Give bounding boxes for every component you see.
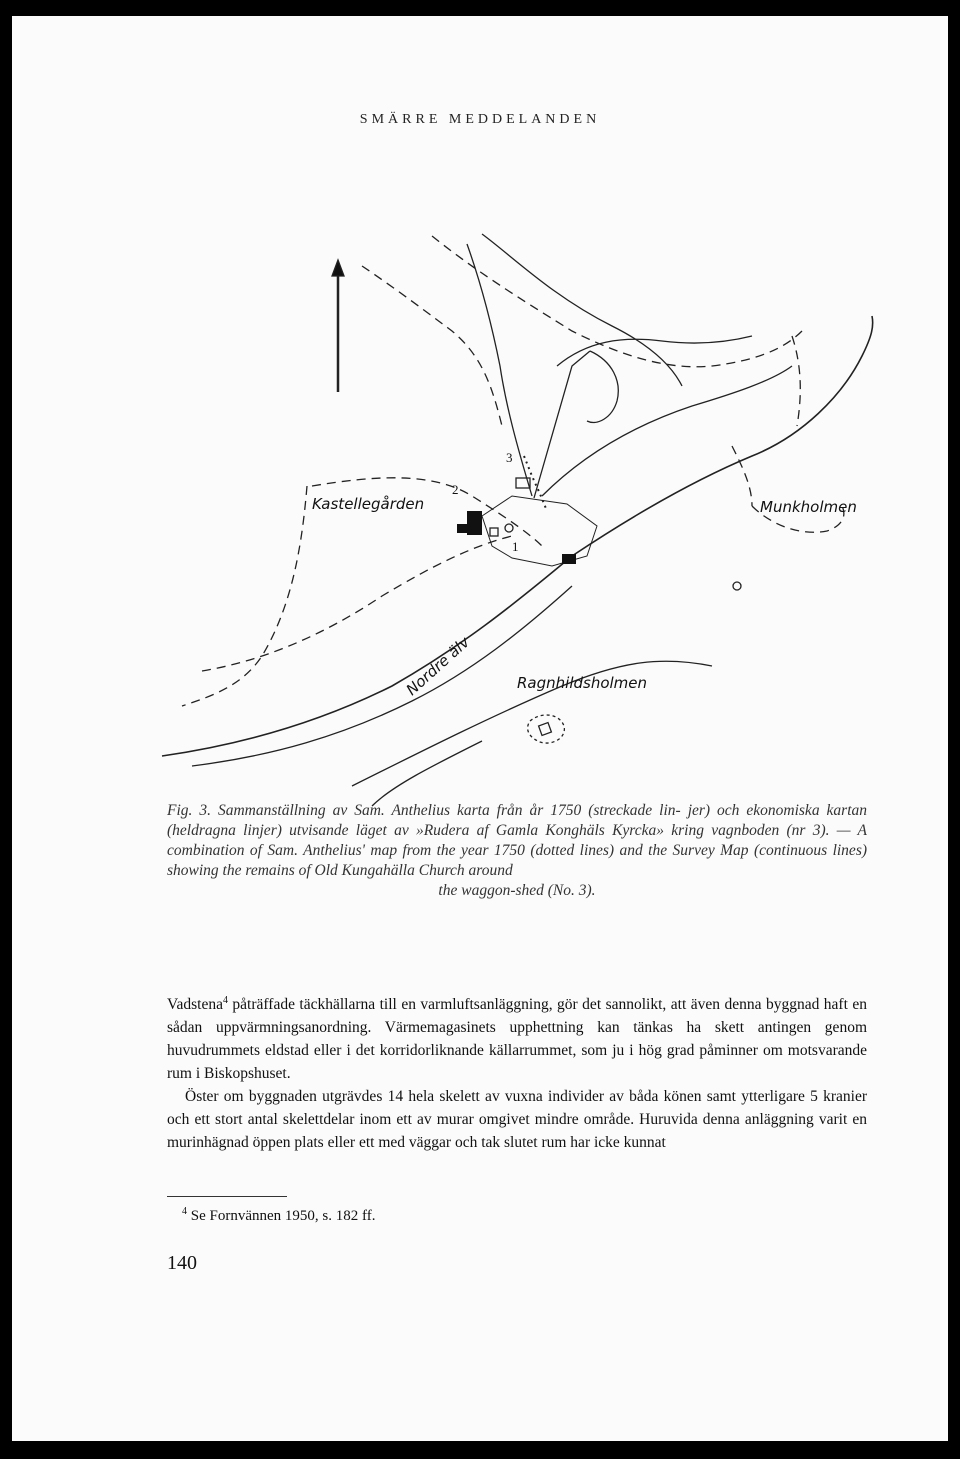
footnote-ref: 4: [222, 994, 228, 1006]
caption-line: Fig. 3. Sammanställning av Sam. Anthelius karta från år 1750 (streckade lin-: [167, 802, 681, 819]
paragraph: [167, 993, 867, 1085]
church-site-outline: [482, 496, 597, 566]
map-figure: [12, 126, 948, 816]
building-2-annex: [457, 524, 471, 533]
dashed-boundary: [432, 236, 802, 367]
road-line: [482, 234, 682, 386]
footnote-mark: 4: [182, 1206, 187, 1217]
caption-line: af Gamla Konghäls Kyrcka» kring vagnboden (nr 3). — A combination of: [167, 822, 868, 859]
footnote: [182, 1208, 375, 1225]
building-1: [490, 528, 498, 536]
body-text: [167, 993, 867, 1154]
number-2: 2: [452, 482, 459, 497]
site-marker: [505, 524, 513, 532]
road-line: [542, 366, 792, 496]
paragraph: Öster om byggnaden utgrävdes 14 hela skelett av vuxna individer av båda könen samt ytterligare 5 kranier och ett stort antal skelettdelar inom ett av murar omgivet mindre område. Huruvida denna anläggning varit en murinhägnad öppen plats eller ett med väggar och tak slutet rum har icke kunnat: [167, 1088, 867, 1151]
road-line: [534, 351, 590, 498]
caption-line: the waggon-shed (No. 3).: [438, 882, 596, 899]
document-page: [12, 16, 948, 1441]
river-bank: [372, 741, 482, 806]
caption-line: jer) och ekonomiska kartan (heldragna linjer) utvisande läget av »Rudera: [167, 802, 868, 839]
running-head: SMÄRRE MEDDELANDEN: [359, 112, 601, 127]
footnote-text: Se Fornvännen 1950, s. 182 ff.: [187, 1208, 376, 1224]
figure-caption: [167, 801, 867, 901]
caption-line: (continuous lines) showing the remains of Old Kungahälla Church around: [167, 842, 868, 879]
road-line: [467, 244, 532, 496]
label-munkholmen: Munkholmen: [760, 498, 857, 516]
dashed-boundary: [182, 486, 307, 706]
number-3: 3: [506, 450, 513, 465]
label-nordre-alv: Nordre älv: [402, 633, 474, 699]
dashed-boundary: [792, 336, 800, 426]
caption-line: Sam. Anthelius' map from the year 1750 (dotted lines) and the Survey Map: [267, 842, 749, 859]
road-line: [587, 351, 618, 422]
footnote-rule: [167, 1196, 287, 1197]
paragraph-text: påträffade täckhällarna till en varmluftsanläggning, gör det sannolikt, att även denna byggnad haft en sådan uppvärmningsanordning. Värmemagasinets upphettning kan tänkas ha skett antingen genom huvudrummets eldstad eller i det korridorliknande källarrummet, som ju i hög grad påminner om motsvarande rum i Biskopshuset.: [167, 996, 867, 1082]
north-arrow-head: [332, 260, 344, 276]
dashed-boundary: [732, 446, 752, 506]
building-shore: [562, 554, 576, 564]
marker-munkholmen: [733, 582, 741, 590]
dashed-boundary: [362, 266, 502, 426]
page-number: 140: [167, 1252, 197, 1274]
label-ragnhildsholmen: Ragnhildsholmen: [517, 674, 648, 692]
ragnhildsholmen-ruin: [528, 715, 565, 743]
paragraph-text: Vadstena: [167, 996, 223, 1013]
ragnhildsholmen-tower: [539, 723, 552, 736]
label-kastellegarden: Kastellegården: [312, 495, 425, 513]
number-1: 1: [512, 539, 519, 554]
